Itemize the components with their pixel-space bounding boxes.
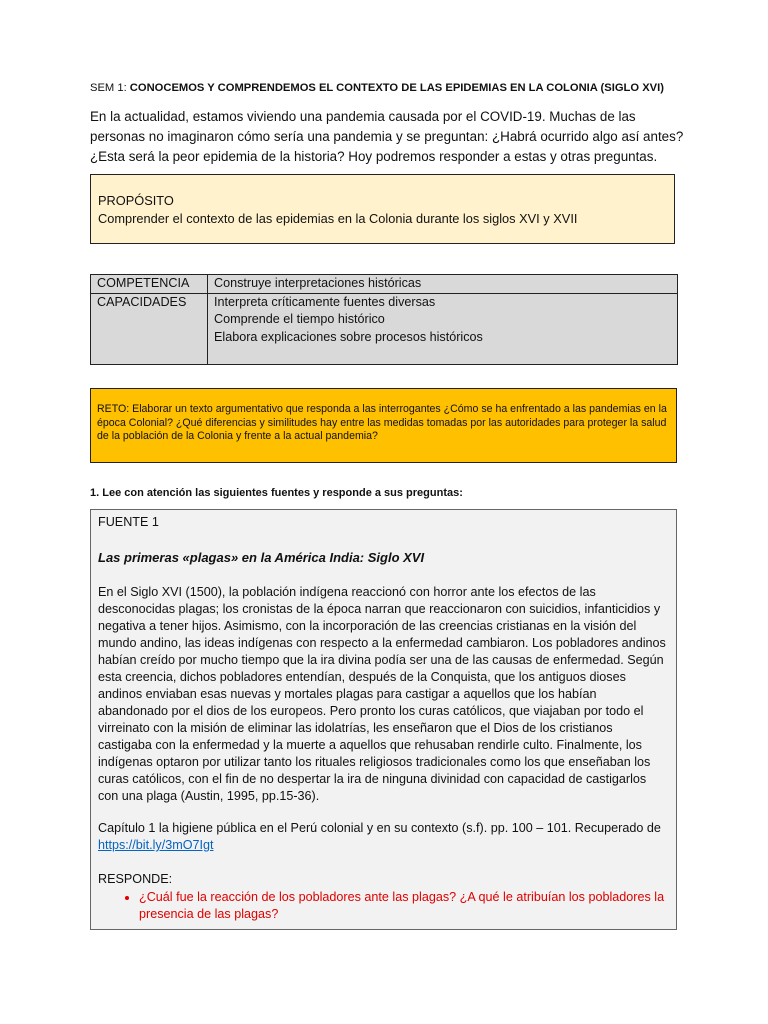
table-row — [91, 275, 678, 294]
respond-label: RESPONDE: — [98, 872, 173, 886]
purpose-text: Comprender el contexto de las epidemias en la Colonia durante los siglos XVI y XVII — [98, 211, 578, 226]
fuente-heading: Las primeras «plagas» en la América India: Siglo XVI — [98, 550, 425, 565]
question-list — [98, 889, 669, 923]
reto-box: RETO: Elaborar un texto argumentativo que responda a las interrogantes ¿Cómo se ha enfrentado a las pandemias en la época Colonial? ¿Qué diferencias y similitudes hay entre las medidas tomadas por las autoridades para proteger la salud de la población de la Colonia y frente a la actual pandemia? — [90, 388, 677, 463]
capacidades-list — [208, 293, 678, 364]
competencia-label: COMPETENCIA — [91, 275, 208, 294]
competencia-value: Construye interpretaciones históricas — [208, 275, 678, 294]
session-prefix: SEM 1: — [90, 82, 127, 94]
capacidad-item: Comprende el tiempo histórico — [214, 312, 385, 326]
fuente-body: En el Siglo XVI (1500), la población indígena reaccionó con horror ante los efectos de las desconocidas plagas; los cronistas de la época narran que reaccionaron con suicidios, infanticidios y negativa a tener hijos. Asimismo, con la incorporación de las creencias cristianas en la visión del mundo andino, las ideas indígenas con respecto a la enfermedad cambiaron. Los pobladores andinos habían creído por mucho tiempo que la ira divina podía ser una de las causas de enfermedad. Según esta creencia, dichos pobladores entendían, después de la Conquista, que los antiguos dioses andinos enviaban esas nuevas y mortales plagas para castigar a aquellos que los habían abandonado por el dios de los europeos. Pero pronto los curas católicos, que viajaban por todo el virreinato con la misión de eliminar las idolatrías, les enseñaron que el Dios de los cristianos castigaba con la enfermedad y la muerte a aquellos que rehusaban rendirle culto. Finalmente, los indígenas optaron por utilizar tanto los rituales religiosos tradicionales como los que enseñaban los curas católicos, con el fin de no despertar la ira de ninguna divinidad con capacidad de castigarlos con una plaga (Austin, 1995, pp.15-36). — [98, 585, 666, 803]
fuente-citation — [98, 820, 669, 854]
source-link[interactable]: https://bit.ly/3mO7Igt — [98, 838, 214, 852]
session-title — [90, 82, 730, 94]
table-row — [91, 293, 678, 364]
session-heading: CONOCEMOS Y COMPRENDEMOS EL CONTEXTO DE LAS EPIDEMIAS EN LA COLONIA (SIGLO XVI) — [129, 82, 664, 94]
capacidad-item: Elabora explicaciones sobre procesos históricos — [214, 329, 483, 344]
capacidad-item: Interpreta críticamente fuentes diversas — [214, 294, 436, 309]
capacidades-label: CAPACIDADES — [91, 293, 208, 364]
fuente-1-box — [90, 509, 677, 930]
citation-text: Capítulo 1 la higiene pública en el Perú colonial y en su contexto (s.f). pp. 100 – 101. Recuperado de — [98, 821, 661, 835]
purpose-box — [90, 174, 675, 244]
fuente-label: FUENTE 1 — [98, 515, 159, 529]
intro-paragraph: En la actualidad, estamos viviendo una pandemia causada por el COVID-19. Muchas de las personas no imaginaron cómo sería una pandemia y se preguntan: ¿Habrá ocurrido algo así antes? ¿Esta será la peor epidemia de la historia? Hoy podremos responder a estas y otras preguntas. — [90, 109, 684, 164]
competency-table — [90, 274, 678, 365]
question-item: • ¿Cuál fue la reacción de los pobladores ante las plagas? ¿A qué le atribuían los pobladores la presencia de las plagas? — [139, 889, 669, 923]
instruction-heading: 1. Lee con atención las siguientes fuentes y responde a sus preguntas: — [90, 487, 463, 499]
purpose-label: PROPÓSITO — [98, 193, 174, 208]
